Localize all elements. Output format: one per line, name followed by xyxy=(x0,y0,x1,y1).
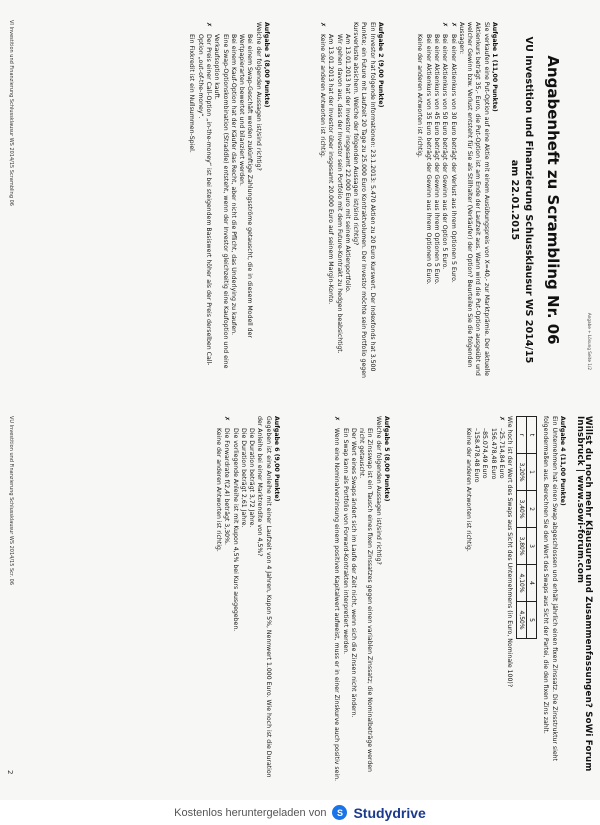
table-cell: 4 xyxy=(527,565,537,602)
answer-option[interactable]: Keine der anderen Antworten ist richtig. xyxy=(416,34,424,158)
download-footer xyxy=(0,800,600,825)
table-cell: t xyxy=(527,417,537,454)
answer-option[interactable]: Wir gehen davon aus, dass der Investor sein Portfolio mit dem Future-Kontrakt zu hedgen beabsichtigt. xyxy=(335,34,343,354)
answer-option[interactable]: Ein Zinsswap ist ein Tausch eines fixen Zinssatzes gegen einen variablen Zinssatz; die Nominalbeträge werden nicht getauscht. xyxy=(358,428,374,772)
aufgabe-6 xyxy=(214,416,280,786)
answer-option[interactable]: Am 13.01.2013 hat der Investor über insgesamt 20.000 Euro auf seinem Margin-Konto. xyxy=(327,34,335,305)
zins-table xyxy=(516,416,537,639)
answer-option[interactable]: ✗ Die Forwardrate f(2,4) beträgt 3,30%. xyxy=(223,416,231,545)
answer-option[interactable]: Ein Swap kann als Portfolio von Forward-Kontrakten interpretiert werden. xyxy=(341,428,349,655)
aufgabe-3-label: Aufgabe 3 (8,00 Punkte) xyxy=(263,22,270,108)
table-cell: 3,40% xyxy=(517,491,527,528)
answer-option[interactable]: Bei einer Aktienkurs von 45 Euro beträgt der Gewinn aus Ihrem Optionen 5 Euro. xyxy=(432,34,440,285)
answer-option[interactable]: ✗ Wenn eine Nominalverzinsung einem positiven Kapitalwert aufweist, muss er in einer Zinskurve auch positiv sein. xyxy=(333,416,341,782)
answer-option[interactable]: Keine der anderen Antworten ist richtig. xyxy=(214,428,222,552)
aufgabe-1-label: Aufgabe 1 (11,00 Punkte) xyxy=(491,22,498,112)
table-cell: 4,10% xyxy=(517,565,527,602)
answer-option[interactable]: Bei einer Aktienkurs von 35 Euro beträgt der Gewinn aus Ihrem Optionen 0 Euro. xyxy=(424,34,432,285)
doc-date: am 22.01.2015 xyxy=(509,159,520,241)
aufgabe-3 xyxy=(187,22,270,382)
answer-option[interactable]: 156.478,48 Euro xyxy=(489,428,497,480)
answer-option[interactable]: ✗ Keine der anderen Antworten ist richtig. xyxy=(318,22,326,158)
answer-option[interactable]: Bei einem Swap-Geschäft werden zukünftige Zahlungsströme getauscht, die in diesem Modell der Wertpapierarten bewertet und bilanziert werden. xyxy=(238,34,254,338)
footer-stamp-left: VI Investition und Finanzierung Schlussklausur WS 2014/15 Scrambling 06 xyxy=(8,20,14,206)
answer-option[interactable]: Die Duration beträgt 2,61 Jahre. xyxy=(239,428,247,528)
footer-brand[interactable]: Studydrive xyxy=(353,804,426,821)
table-cell: 5 xyxy=(527,602,537,639)
answer-option[interactable]: Die Duration beträgt 3,72 Jahre. xyxy=(248,428,256,528)
table-cell: r xyxy=(517,417,527,454)
answer-option[interactable]: ✗ –25.714,84 Euro xyxy=(497,416,505,479)
answer-option[interactable]: Ein Fixkredit ist ein Nullsummen-Spiel. xyxy=(188,34,196,153)
aufgabe-6-body: Gegeben ist eine Anleihe mit einer Laufzeit von 4 Jahren, Kupon 5%, Nennwert 1.000 Euro. Wie hoch ist die Duration der Anleihe bei einer Marktrendite von 4,5%? xyxy=(256,416,272,778)
aufgabe-2-label: Aufgabe 2 (9,00 Punkte) xyxy=(377,22,384,108)
doc-title: Angabenheft zu Scrambling Nr. 06 xyxy=(544,55,562,345)
answer-option[interactable]: ✗ Bei einer Aktienkurs von 50 Euro beträgt der Gewinn aus der Option 5 Euro. xyxy=(441,22,449,270)
aufgabe-5-body: Welche der folgenden Aussagen ist/sind richtig? xyxy=(374,416,382,565)
table-cell: 3,20% xyxy=(517,454,527,491)
aufgabe-3-body: Welche der folgenden Aussagen ist/sind richtig? xyxy=(254,22,262,171)
aufgabe-6-label: Aufgabe 6 (9,00 Punkte) xyxy=(273,416,280,502)
table-cell: 4,50% xyxy=(517,602,527,639)
answer-option[interactable]: Der Wert eines Swaps ändert sich im Laufe der Zeit nicht, wenn sich die Zinsen nicht ändern. xyxy=(349,428,357,718)
table-cell: 3,80% xyxy=(517,528,527,565)
aufgabe-5 xyxy=(332,416,390,786)
answer-option[interactable]: ✗ Der Preis einer Call-Option „in-the-money“ ist bei steigendem Basiswert höher als der Preis derselben Call-Option „out-of-the-money“. xyxy=(196,22,212,366)
aufgabe-4-question: Wie hoch ist der Wert des Swaps aus Sicht des Unternehmens (in Euro, Nominale 100)? xyxy=(506,416,514,688)
page-number: 2 xyxy=(6,770,14,775)
table-cell: 3 xyxy=(527,528,537,565)
table-cell: 1 xyxy=(527,454,537,491)
answer-option[interactable]: Eine Swap-Optionskombination (Straddle) entsteht, wenn der Investor gleichzeitig eine Kaufoption und eine Verkaufsoption kauft. xyxy=(213,34,229,369)
table-row xyxy=(517,417,527,639)
aufgabe-4 xyxy=(463,416,566,786)
studydrive-logo-icon: S xyxy=(332,805,347,820)
right-column xyxy=(0,400,600,800)
answer-option[interactable]: Die vorliegende Anleihe ist mit Kupon 4,5% bei Kurs ausgegeben. xyxy=(231,428,239,632)
footer-stamp-right: VU Investition und Finanzierung Schlussklausur WS 2014/15 Scr. 06 xyxy=(8,416,14,586)
left-column xyxy=(0,0,600,400)
aufgabe-2 xyxy=(318,22,384,382)
answer-option[interactable]: –158.478,48 Euro xyxy=(472,428,480,483)
answer-option[interactable]: Keine der anderen Antworten ist richtig. xyxy=(464,428,472,552)
doc-subtitle: VU Investition und Finanzierung Schlussklausur WS 2014/15 xyxy=(523,36,534,364)
table-row xyxy=(527,417,537,639)
table-cell: 2 xyxy=(527,491,537,528)
footer-text: Kostenlos heruntergeladen von xyxy=(174,806,327,819)
header-promo: Willst du noch mehr Klausuren und Zusammenfassungen? SoWi Forum Innsbruck | www.sowi-forum.com xyxy=(574,416,593,772)
aufgabe-1 xyxy=(415,22,498,382)
aufgabe-4-body: Ein Unternehmen hat einen Swap abgeschlossen und erhält jährlich einen fixen Zinssatz. Die Zinsstruktur sieht folgendermaßen aus. Berechnen Sie den Wert des Swaps aus Sicht der Partei, die den fixen Zins zahlt. xyxy=(542,416,558,762)
answer-option[interactable]: Am 13.01.2013 hat der Investor insgesamt 22.000 Euro mit seinem Aktienportfolio. xyxy=(343,34,351,293)
answer-option[interactable]: ✗ Bei einer Aktienkurs von 30 Euro beträgt der Verlust aus Ihrem Optionen 5 Euro. xyxy=(449,22,457,283)
aufgabe-4-label: Aufgabe 4 (11,00 Punkte) xyxy=(559,416,566,506)
header-small: Angabe + Lösung Seite 1/2 xyxy=(587,312,592,370)
answer-option[interactable]: –85.074,49 Euro xyxy=(481,428,489,479)
answer-option[interactable]: Bei einem Kauf-Option hat der Käufer das Recht, aber nicht die Pflicht, das Underlying zu kaufen. xyxy=(229,34,237,336)
aufgabe-5-label: Aufgabe 5 (8,00 Punkte) xyxy=(383,416,390,502)
aufgabe-1-body: Sie verkaufen eine Put-Option auf eine Aktie mit einem Ausübungspreis von X=40,- zur Marktprämie. Der aktuelle Aktienkurs beträgt 35,- Euro, die Put-Option ist am Ende der Laufzeit aus. Wann wird die Put-Option ausgeübt und welcher Gewinn bzw. Verlust entsteht für Sie als Stillhalter (Verkäufer) der Option? Beurteilen Sie die folgenden Aussagen: xyxy=(457,22,490,376)
aufgabe-2-body: Ein Investor hat folgende Informationen: 23.1.2013: 5.470 Aktien zu 20 Euro Kurswert. Der Indexfonds hat 3.500 Punkte; ein Future mit Laufzeit 20 Tage zu 25.000 Euro Kontraktvolumen. Der Investor möchte sein Portfolio gegen Kursverluste absichern. Welche der folgenden Aussagen ist/sind richtig? xyxy=(352,22,376,378)
